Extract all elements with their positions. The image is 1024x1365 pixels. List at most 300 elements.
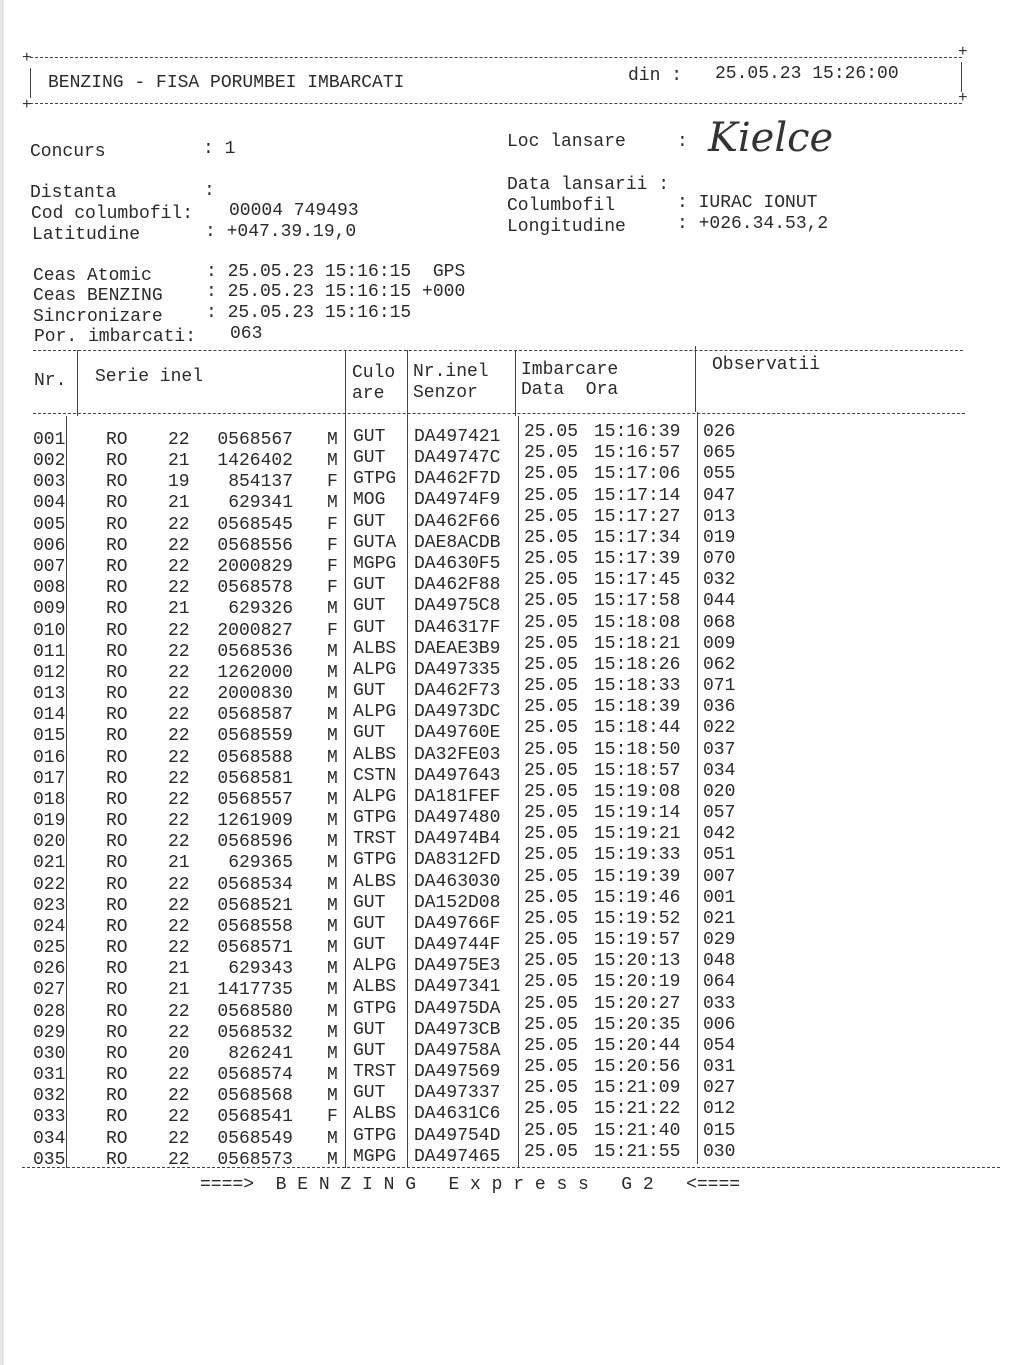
row-sensor: DA4975C8 bbox=[414, 596, 501, 617]
row-number: 008 bbox=[33, 578, 66, 599]
row-country: RO bbox=[106, 1043, 128, 1064]
row-observation: 042 bbox=[703, 824, 736, 845]
row-number: 019 bbox=[33, 811, 66, 832]
row-number: 014 bbox=[33, 705, 66, 726]
row-date: 25.05 bbox=[524, 803, 579, 824]
row-number: 009 bbox=[33, 599, 66, 620]
row-time: 15:17:14 bbox=[594, 485, 681, 506]
row-observation: 068 bbox=[703, 612, 736, 633]
row-country: RO bbox=[106, 832, 128, 853]
row-sensor: DA463030 bbox=[414, 871, 501, 892]
table-row bbox=[0, 654, 1024, 683]
row-color: ALBS bbox=[353, 871, 397, 892]
row-number: 003 bbox=[33, 472, 66, 493]
row-country: RO bbox=[106, 599, 128, 620]
row-year: 22 bbox=[168, 1001, 190, 1022]
row-sex: M bbox=[327, 895, 338, 916]
print-date-value: 25.05.23 15:26:00 bbox=[715, 64, 899, 84]
table-row bbox=[0, 1099, 1024, 1128]
row-time: 15:19:08 bbox=[594, 781, 681, 802]
row-observation: 065 bbox=[703, 443, 736, 464]
row-sex: F bbox=[327, 472, 338, 493]
row-time: 15:17:39 bbox=[594, 549, 681, 570]
row-country: RO bbox=[106, 959, 128, 980]
row-ring: 0568580 bbox=[217, 1001, 293, 1022]
row-country: RO bbox=[106, 430, 128, 450]
table-row bbox=[0, 443, 1024, 472]
row-date: 25.05 bbox=[524, 485, 579, 506]
row-sensor: DA49758A bbox=[414, 1040, 501, 1061]
row-sex: F bbox=[327, 514, 338, 535]
row-time: 15:20:27 bbox=[594, 993, 681, 1014]
row-date: 25.05 bbox=[524, 1057, 579, 1078]
row-observation: 044 bbox=[703, 591, 736, 612]
row-date: 25.05 bbox=[524, 760, 579, 781]
row-ring: 0568568 bbox=[217, 1086, 293, 1107]
row-year: 22 bbox=[168, 811, 190, 832]
table-row bbox=[0, 739, 1024, 768]
row-year: 22 bbox=[168, 747, 190, 768]
row-number: 025 bbox=[33, 938, 66, 959]
table-top-rule bbox=[33, 350, 963, 351]
row-ring: 0568573 bbox=[217, 1149, 293, 1170]
row-country: RO bbox=[106, 789, 128, 810]
row-ring: 0568596 bbox=[217, 832, 293, 853]
row-sex: M bbox=[327, 874, 338, 895]
row-date: 25.05 bbox=[524, 570, 579, 591]
col-divider bbox=[345, 350, 346, 416]
row-observation: 048 bbox=[703, 951, 736, 972]
row-sex: F bbox=[327, 535, 338, 556]
row-observation: 062 bbox=[703, 654, 736, 675]
row-time: 15:18:08 bbox=[594, 612, 681, 633]
row-number: 029 bbox=[33, 1022, 66, 1043]
row-sensor: DA4974B4 bbox=[414, 829, 501, 850]
row-sex: M bbox=[327, 430, 338, 450]
row-number: 010 bbox=[33, 620, 66, 641]
row-year: 22 bbox=[168, 578, 190, 599]
table-row bbox=[0, 612, 1024, 641]
row-number: 026 bbox=[33, 959, 66, 980]
row-color: CSTN bbox=[353, 765, 397, 786]
row-number: 004 bbox=[33, 493, 66, 514]
row-sensor: DA49747C bbox=[414, 448, 501, 469]
por-imbarcati-label: Por. imbarcati: bbox=[34, 327, 197, 347]
row-sex: M bbox=[327, 853, 338, 874]
row-observation: 006 bbox=[703, 1014, 736, 1035]
row-year: 22 bbox=[168, 662, 190, 683]
row-number: 013 bbox=[33, 684, 66, 705]
row-country: RO bbox=[106, 1022, 128, 1043]
row-country: RO bbox=[106, 1065, 128, 1086]
table-row bbox=[0, 1035, 1024, 1064]
data-lansarii-label: Data lansarii : bbox=[507, 175, 670, 195]
row-ring: 1262000 bbox=[217, 662, 293, 683]
table-row bbox=[0, 1014, 1024, 1043]
row-time: 15:19:39 bbox=[594, 866, 681, 887]
row-ring: 0568581 bbox=[217, 768, 293, 789]
row-sensor: DA4973CB bbox=[414, 1019, 501, 1040]
row-time: 15:20:35 bbox=[594, 1014, 681, 1035]
row-year: 22 bbox=[168, 916, 190, 937]
row-observation: 047 bbox=[703, 485, 736, 506]
row-color: ALBS bbox=[353, 1104, 397, 1125]
row-country: RO bbox=[106, 726, 128, 747]
col-header-imbarcare-1: Imbarcare bbox=[521, 360, 619, 380]
row-sex: M bbox=[327, 916, 338, 937]
row-date: 25.05 bbox=[524, 612, 579, 633]
row-country: RO bbox=[106, 1149, 128, 1170]
row-time: 15:18:50 bbox=[594, 739, 681, 760]
row-country: RO bbox=[106, 578, 128, 599]
row-number: 027 bbox=[33, 980, 66, 1001]
row-observation: 019 bbox=[703, 527, 736, 548]
header-top-rule bbox=[30, 57, 962, 58]
row-observation: 037 bbox=[703, 739, 736, 760]
row-ring: 0568567 bbox=[217, 430, 293, 450]
row-time: 15:19:14 bbox=[594, 803, 681, 824]
row-sensor: DA152D08 bbox=[414, 892, 501, 913]
row-sensor: DA49766F bbox=[414, 913, 501, 934]
row-date: 25.05 bbox=[524, 633, 579, 654]
row-time: 15:16:57 bbox=[594, 443, 681, 464]
row-color: ALBS bbox=[353, 638, 397, 659]
row-ring: 854137 bbox=[228, 472, 293, 493]
row-date: 25.05 bbox=[524, 845, 579, 866]
row-date: 25.05 bbox=[524, 443, 579, 464]
longitudine-value: : +026.34.53,2 bbox=[677, 214, 829, 234]
row-ring: 0568571 bbox=[217, 938, 293, 959]
col-header-observatii: Observatii bbox=[712, 355, 821, 375]
row-date: 25.05 bbox=[524, 1014, 579, 1035]
row-ring: 629326 bbox=[228, 599, 293, 620]
row-time: 15:21:22 bbox=[594, 1099, 681, 1120]
row-number: 018 bbox=[33, 789, 66, 810]
row-time: 15:19:21 bbox=[594, 824, 681, 845]
row-observation: 071 bbox=[703, 676, 736, 697]
row-country: RO bbox=[106, 620, 128, 641]
row-year: 21 bbox=[168, 493, 190, 514]
row-number: 031 bbox=[33, 1065, 66, 1086]
row-observation: 020 bbox=[703, 781, 736, 802]
row-color: GTPG bbox=[353, 850, 397, 871]
row-sensor: DA497335 bbox=[414, 659, 501, 680]
row-time: 15:20:13 bbox=[594, 951, 681, 972]
row-number: 017 bbox=[33, 768, 66, 789]
row-date: 25.05 bbox=[524, 591, 579, 612]
row-color: ALPG bbox=[353, 702, 397, 723]
row-ring: 0568557 bbox=[217, 789, 293, 810]
row-color: GUT bbox=[353, 427, 386, 447]
row-sex: M bbox=[327, 1128, 338, 1149]
row-color: GUT bbox=[353, 681, 386, 702]
sincronizare-value: : 25.05.23 15:16:15 bbox=[206, 303, 412, 323]
col-header-imbarcare-2: Data Ora bbox=[521, 380, 619, 400]
row-ring: 0568587 bbox=[217, 705, 293, 726]
row-observation: 012 bbox=[703, 1099, 736, 1120]
row-number: 033 bbox=[33, 1107, 66, 1128]
row-sensor: DA497569 bbox=[414, 1062, 501, 1083]
row-year: 22 bbox=[168, 705, 190, 726]
row-date: 25.05 bbox=[524, 1141, 579, 1162]
row-date: 25.05 bbox=[524, 1078, 579, 1099]
row-number: 015 bbox=[33, 726, 66, 747]
row-time: 15:20:44 bbox=[594, 1035, 681, 1056]
row-sensor: DAE8ACDB bbox=[414, 532, 501, 553]
row-sensor: DA32FE03 bbox=[414, 744, 501, 765]
row-date: 25.05 bbox=[524, 951, 579, 972]
row-date: 25.05 bbox=[524, 718, 579, 739]
table-row bbox=[0, 422, 1024, 450]
table-row bbox=[0, 570, 1024, 599]
row-country: RO bbox=[106, 853, 128, 874]
row-sex: M bbox=[327, 493, 338, 514]
row-observation: 030 bbox=[703, 1141, 736, 1162]
row-sensor: DA462F7D bbox=[414, 469, 501, 490]
row-sensor: DA462F66 bbox=[414, 511, 501, 532]
row-sex: M bbox=[327, 980, 338, 1001]
row-sex: M bbox=[327, 789, 338, 810]
table-row bbox=[0, 1141, 1024, 1170]
row-sensor: DA4973DC bbox=[414, 702, 501, 723]
row-date: 25.05 bbox=[524, 781, 579, 802]
row-country: RO bbox=[106, 641, 128, 662]
row-year: 22 bbox=[168, 535, 190, 556]
row-time: 15:21:55 bbox=[594, 1141, 681, 1162]
table-row bbox=[0, 464, 1024, 493]
row-country: RO bbox=[106, 1128, 128, 1149]
row-year: 21 bbox=[168, 853, 190, 874]
row-observation: 032 bbox=[703, 570, 736, 591]
row-ring: 0568578 bbox=[217, 578, 293, 599]
row-year: 21 bbox=[168, 451, 190, 472]
row-number: 024 bbox=[33, 916, 66, 937]
row-ring: 1417735 bbox=[217, 980, 293, 1001]
row-sensor: DA497337 bbox=[414, 1083, 501, 1104]
row-ring: 2000830 bbox=[217, 684, 293, 705]
row-time: 15:19:52 bbox=[594, 908, 681, 929]
row-number: 002 bbox=[33, 451, 66, 472]
row-observation: 054 bbox=[703, 1035, 736, 1056]
row-year: 22 bbox=[168, 726, 190, 747]
row-sensor: DA4630F5 bbox=[414, 554, 501, 574]
table-bottom-rule bbox=[22, 1167, 1000, 1168]
ceas-benzing-value: : 25.05.23 15:16:15 +000 bbox=[206, 282, 466, 302]
row-ring: 0568536 bbox=[217, 641, 293, 662]
table-row bbox=[0, 527, 1024, 556]
corner-mark: + bbox=[958, 89, 968, 107]
row-observation: 013 bbox=[703, 506, 736, 527]
table-row bbox=[0, 718, 1024, 747]
row-country: RO bbox=[106, 1001, 128, 1022]
row-sensor: DA462F73 bbox=[414, 681, 501, 702]
row-time: 15:21:09 bbox=[594, 1078, 681, 1099]
row-color: GTPG bbox=[353, 998, 397, 1019]
row-ring: 0568534 bbox=[217, 874, 293, 895]
row-ring: 0568558 bbox=[217, 916, 293, 937]
row-number: 011 bbox=[33, 641, 66, 662]
row-sex: M bbox=[327, 641, 338, 662]
table-row bbox=[0, 1120, 1024, 1149]
row-color: GUT bbox=[353, 511, 386, 532]
row-ring: 2000829 bbox=[217, 557, 293, 577]
row-ring: 0568532 bbox=[217, 1022, 293, 1043]
row-number: 001 bbox=[33, 430, 66, 450]
latitudine-value: : +047.39.19,0 bbox=[205, 222, 357, 242]
row-observation: 007 bbox=[703, 866, 736, 887]
table-row bbox=[0, 485, 1024, 514]
row-color: GUT bbox=[353, 617, 386, 638]
row-time: 15:19:46 bbox=[594, 887, 681, 908]
row-number: 016 bbox=[33, 747, 66, 768]
row-sex: M bbox=[327, 938, 338, 959]
row-country: RO bbox=[106, 684, 128, 705]
table-row bbox=[0, 824, 1024, 853]
row-color: GTPG bbox=[353, 808, 397, 829]
ceas-benzing-label: Ceas BENZING bbox=[33, 286, 163, 306]
row-sex: M bbox=[327, 747, 338, 768]
row-ring: 0568556 bbox=[217, 535, 293, 556]
row-time: 15:19:33 bbox=[594, 845, 681, 866]
row-year: 22 bbox=[168, 1086, 190, 1107]
row-sensor: DA49760E bbox=[414, 723, 501, 744]
document-title: BENZING - FISA PORUMBEI IMBARCATI bbox=[48, 73, 405, 93]
row-sex: M bbox=[327, 768, 338, 789]
row-country: RO bbox=[106, 811, 128, 832]
row-color: GUT bbox=[353, 935, 386, 956]
cod-columbofil-value: 00004 749493 bbox=[229, 201, 359, 221]
row-color: GTPG bbox=[353, 1125, 397, 1146]
row-color: MOG bbox=[353, 490, 386, 511]
row-color: TRST bbox=[353, 1062, 397, 1083]
row-year: 22 bbox=[168, 620, 190, 641]
row-color: GUT bbox=[353, 575, 386, 596]
row-ring: 1261909 bbox=[217, 811, 293, 832]
row-time: 15:18:33 bbox=[594, 676, 681, 697]
row-sex: M bbox=[327, 726, 338, 747]
ceas-atomic-label: Ceas Atomic bbox=[33, 266, 152, 286]
row-observation: 026 bbox=[703, 422, 736, 442]
row-year: 22 bbox=[168, 874, 190, 895]
row-year: 22 bbox=[168, 938, 190, 959]
row-number: 032 bbox=[33, 1086, 66, 1107]
row-time: 15:18:44 bbox=[594, 718, 681, 739]
row-country: RO bbox=[106, 472, 128, 493]
concurs-label: Concurs bbox=[30, 142, 106, 162]
row-observation: 015 bbox=[703, 1120, 736, 1141]
row-sex: M bbox=[327, 451, 338, 472]
row-number: 035 bbox=[33, 1149, 66, 1170]
row-sensor: DA4631C6 bbox=[414, 1104, 501, 1125]
row-sex: M bbox=[327, 684, 338, 705]
table-row bbox=[0, 866, 1024, 895]
ceas-atomic-value: : 25.05.23 15:16:15 GPS bbox=[206, 262, 466, 282]
row-year: 22 bbox=[168, 789, 190, 810]
row-country: RO bbox=[106, 938, 128, 959]
col-header-nr: Nr. bbox=[34, 371, 67, 391]
row-sex: F bbox=[327, 1107, 338, 1128]
row-color: GTPG bbox=[353, 469, 397, 490]
row-year: 22 bbox=[168, 684, 190, 705]
row-year: 21 bbox=[168, 980, 190, 1001]
row-number: 006 bbox=[33, 535, 66, 556]
cod-columbofil-label: Cod columbofil: bbox=[31, 204, 194, 224]
row-observation: 051 bbox=[703, 845, 736, 866]
row-time: 15:19:57 bbox=[594, 930, 681, 951]
row-country: RO bbox=[106, 747, 128, 768]
row-color: MGPG bbox=[353, 554, 397, 574]
table-row bbox=[0, 993, 1024, 1022]
row-color: GUT bbox=[353, 723, 386, 744]
row-date: 25.05 bbox=[524, 930, 579, 951]
por-imbarcati-value: 063 bbox=[230, 324, 263, 344]
loc-lansare-handwritten: Kielce bbox=[708, 115, 834, 161]
row-observation: 022 bbox=[703, 718, 736, 739]
table-row bbox=[0, 951, 1024, 980]
row-number: 007 bbox=[33, 557, 66, 577]
row-date: 25.05 bbox=[524, 654, 579, 675]
row-time: 15:20:56 bbox=[594, 1057, 681, 1078]
table-row bbox=[0, 633, 1024, 662]
row-country: RO bbox=[106, 662, 128, 683]
row-country: RO bbox=[106, 705, 128, 726]
print-date-label: din : bbox=[628, 66, 683, 86]
table-row bbox=[0, 549, 1024, 577]
row-sensor: DA4975DA bbox=[414, 998, 501, 1019]
table-row bbox=[0, 697, 1024, 726]
row-year: 22 bbox=[168, 1149, 190, 1170]
row-country: RO bbox=[106, 451, 128, 472]
row-observation: 055 bbox=[703, 464, 736, 485]
row-year: 21 bbox=[168, 599, 190, 620]
row-country: RO bbox=[106, 916, 128, 937]
row-sex: M bbox=[327, 705, 338, 726]
row-country: RO bbox=[106, 874, 128, 895]
row-time: 15:18:57 bbox=[594, 760, 681, 781]
table-row bbox=[0, 972, 1024, 1001]
col-header-inel-1: Nr.inel bbox=[413, 362, 489, 382]
row-sex: M bbox=[327, 959, 338, 980]
row-date: 25.05 bbox=[524, 866, 579, 887]
row-color: GUT bbox=[353, 913, 386, 934]
row-ring: 0568574 bbox=[217, 1065, 293, 1086]
row-sensor: DA497480 bbox=[414, 808, 501, 829]
row-sex: M bbox=[327, 832, 338, 853]
row-date: 25.05 bbox=[524, 1035, 579, 1056]
row-number: 028 bbox=[33, 1001, 66, 1022]
row-ring: 0568521 bbox=[217, 895, 293, 916]
row-country: RO bbox=[106, 1107, 128, 1128]
row-year: 22 bbox=[168, 1065, 190, 1086]
row-observation: 036 bbox=[703, 697, 736, 718]
col-header-culoare-2: are bbox=[352, 384, 385, 404]
footer-banner: ====> B E N Z I N G E x p r e s s G 2 <==== bbox=[200, 1175, 741, 1195]
row-color: MGPG bbox=[353, 1146, 397, 1167]
row-ring: 629365 bbox=[228, 853, 293, 874]
row-color: ALBS bbox=[353, 977, 397, 998]
row-sex: F bbox=[327, 578, 338, 599]
row-observation: 001 bbox=[703, 887, 736, 908]
row-ring: 1426402 bbox=[217, 451, 293, 472]
row-time: 15:18:39 bbox=[594, 697, 681, 718]
row-sensor: DA497465 bbox=[414, 1146, 501, 1167]
row-sensor: DA181FEF bbox=[414, 786, 501, 807]
row-sex: M bbox=[327, 1065, 338, 1086]
table-row bbox=[0, 1078, 1024, 1107]
row-observation: 009 bbox=[703, 633, 736, 654]
table-row bbox=[0, 760, 1024, 789]
row-date: 25.05 bbox=[524, 1120, 579, 1141]
